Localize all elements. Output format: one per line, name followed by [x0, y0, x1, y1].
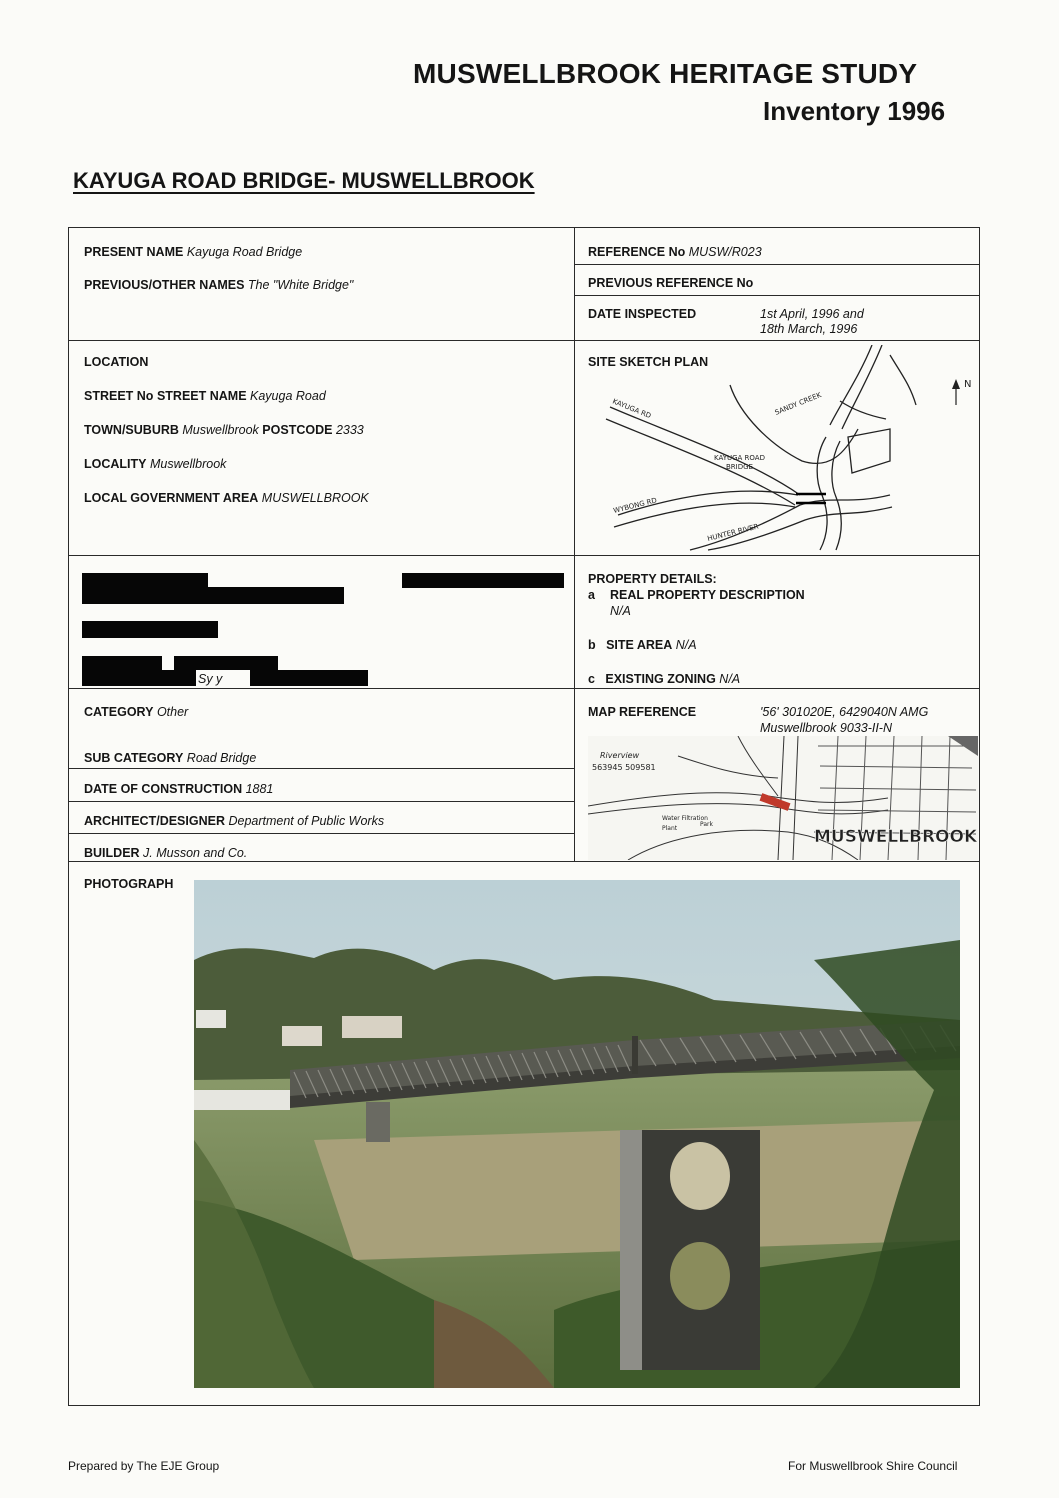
- street-field: [84, 389, 326, 404]
- real-property-label: REAL PROPERTY DESCRIPTION: [610, 588, 805, 602]
- document-title: KAYUGA ROAD BRIDGE- MUSWELLBROOK: [73, 168, 535, 193]
- architect-value: Department of Public Works: [228, 814, 385, 828]
- builder-field: [84, 846, 247, 861]
- redaction-bar: [162, 670, 196, 686]
- row-divider: [68, 861, 980, 862]
- architect-field: [84, 814, 384, 829]
- site-sketch-plan: [590, 345, 978, 553]
- sub-category-value: Road Bridge: [186, 751, 257, 765]
- sub-category-field: [84, 751, 256, 766]
- redaction-bar: [82, 621, 218, 638]
- row-divider: [68, 555, 980, 556]
- postcode-label: POSTCODE: [262, 423, 333, 437]
- builder-value: J. Musson and Co.: [143, 846, 248, 860]
- column-divider: [574, 227, 575, 861]
- property-a-letter: a: [588, 588, 595, 602]
- map-label-town: MUSWELLBROOK: [814, 827, 978, 847]
- sketch-label: WYBONG RD: [612, 496, 658, 515]
- existing-zoning-field: [588, 672, 740, 687]
- map-reference-label: MAP REFERENCE: [588, 705, 697, 719]
- lga-value: MUSWELLBROOK: [261, 491, 369, 505]
- redaction-bar: [82, 656, 162, 686]
- redacted-fragment: Sy y: [198, 672, 223, 686]
- map-reference-value-1: '56' 301020E, 6429040N AMG: [760, 705, 929, 719]
- present-name-value: Kayuga Road Bridge: [186, 245, 303, 259]
- row-divider: [68, 833, 574, 834]
- inventory-title: Inventory 1996: [763, 96, 946, 126]
- property-b-letter: b: [588, 638, 596, 652]
- row-divider: [68, 801, 574, 802]
- photograph-label: PHOTOGRAPH: [84, 877, 174, 891]
- sketch-label: SANDY CREEK: [773, 390, 823, 417]
- redaction-bar: [82, 587, 344, 604]
- reference-no-value: MUSW/R023: [688, 245, 762, 259]
- map-reference-value-2: Muswellbrook 9033-II-N: [760, 721, 892, 735]
- category-value: Other: [156, 705, 189, 719]
- date-of-construction-value: 1881: [245, 782, 274, 796]
- existing-zoning-value: N/A: [719, 672, 741, 686]
- previous-reference-label: PREVIOUS REFERENCE No: [588, 276, 754, 290]
- row-divider: [574, 295, 980, 296]
- row-divider: [68, 768, 574, 769]
- site-area-value: N/A: [675, 638, 697, 652]
- location-label: LOCATION: [84, 355, 149, 369]
- redaction-bar: [82, 573, 208, 587]
- property-c-letter: c: [588, 672, 595, 686]
- date-inspected-value-2: 18th March, 1996: [760, 322, 858, 336]
- date-inspected-label: DATE INSPECTED: [588, 307, 697, 321]
- study-title: MUSWELLBROOK HERITAGE STUDY: [413, 58, 918, 89]
- sketch-label: KAYUGA RD: [611, 397, 653, 421]
- row-divider: [574, 264, 980, 265]
- map-grid-ref: 563945 509581: [592, 763, 656, 772]
- footer-left: Prepared by The EJE Group: [68, 1459, 220, 1473]
- site-area-field: [588, 638, 697, 653]
- map-label-riverview: Riverview: [600, 751, 640, 760]
- date-of-construction-label: DATE OF CONSTRUCTION: [84, 782, 243, 796]
- category-label: CATEGORY: [84, 705, 154, 719]
- locality-field: [84, 457, 226, 472]
- town-field: [84, 423, 364, 438]
- locality-value: Muswellbrook: [149, 457, 227, 471]
- site-sketch-label: SITE SKETCH PLAN: [588, 355, 709, 369]
- north-label: N: [964, 379, 972, 390]
- locality-label: LOCALITY: [84, 457, 147, 471]
- street-name-label: STREET NAME: [156, 389, 247, 403]
- map-label-water: Water Filtration: [662, 815, 708, 822]
- lga-field: [84, 491, 369, 506]
- redaction-bar: [402, 573, 564, 588]
- category-field: [84, 705, 188, 720]
- builder-label: BUILDER: [84, 846, 140, 860]
- sketch-label: HUNTER RIVER: [706, 522, 760, 543]
- reference-no-label: REFERENCE No: [588, 245, 686, 259]
- north-arrow-icon: [952, 379, 971, 405]
- present-name-label: PRESENT NAME: [84, 245, 184, 259]
- existing-zoning-label: EXISTING ZONING: [605, 672, 716, 686]
- previous-names-label: PREVIOUS/OTHER NAMES: [84, 278, 245, 292]
- street-name-value: Kayuga Road: [250, 389, 326, 403]
- map-label-plant: Plant: [662, 825, 678, 832]
- town-value: Muswellbrook: [182, 423, 259, 437]
- sketch-label: KAYUGA ROAD: [714, 454, 765, 462]
- date-of-construction-field: [84, 782, 273, 797]
- row-divider: [68, 688, 980, 689]
- footer-right: For Muswellbrook Shire Council: [788, 1459, 958, 1473]
- reference-no-field: [588, 245, 762, 260]
- lga-label: LOCAL GOVERNMENT AREA: [84, 491, 259, 505]
- redaction-bar: [174, 656, 278, 670]
- property-details-label: PROPERTY DETAILS:: [588, 572, 717, 586]
- bridge-photograph: [194, 880, 960, 1388]
- location-map: [588, 736, 978, 860]
- sub-category-label: SUB CATEGORY: [84, 751, 184, 765]
- date-inspected-value-1: 1st April, 1996 and: [760, 307, 864, 321]
- previous-names-value: The "White Bridge": [247, 278, 354, 292]
- previous-names-field: [84, 278, 353, 293]
- postcode-value: 2333: [335, 423, 364, 437]
- real-property-value: N/A: [610, 604, 631, 618]
- street-no-label: STREET No: [84, 389, 154, 403]
- architect-label: ARCHITECT/DESIGNER: [84, 814, 225, 828]
- row-divider: [68, 340, 980, 341]
- map-label-park: Park: [700, 821, 713, 828]
- previous-reference-field: [588, 276, 753, 291]
- present-name-field: [84, 245, 302, 260]
- sketch-label: BRIDGE: [726, 463, 753, 471]
- site-area-label: SITE AREA: [606, 638, 673, 652]
- redaction-bar: [250, 670, 368, 686]
- town-label: TOWN/SUBURB: [84, 423, 179, 437]
